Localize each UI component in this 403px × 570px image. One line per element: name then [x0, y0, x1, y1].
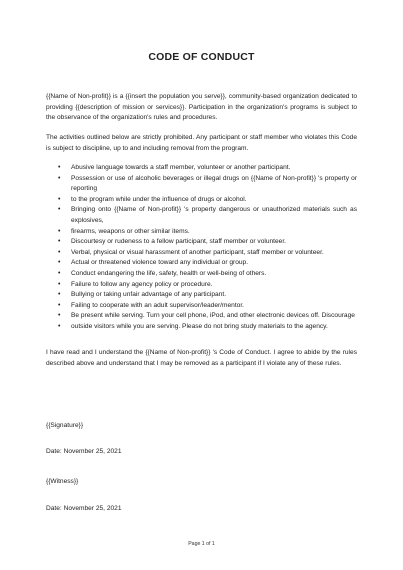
rule-item: • Verbal, physical or visual harassment of another participant, staff member or volunteer. — [46, 248, 357, 259]
rule-item: • Possession or use of alcoholic beverages or illegal drugs on {{Name of Non-profit}} 's property or reporting — [46, 174, 357, 195]
rule-item: • Failure to follow any agency policy or procedure. — [46, 280, 357, 291]
rule-item: • Bullying or taking unfair advantage of any participant. — [46, 290, 357, 301]
rules-list — [46, 163, 357, 333]
intro-paragraph: {{Name of Non-profit}} is a {{insert the population you serve}}, community-based organization dedicated to providing {{description of mission or services}}. Participation in the organization's programs is subject to the observance of the organization's rules and procedures. — [46, 93, 357, 122]
rule-item: • Failing to cooperate with an adult supervisor/leader/mentor. — [46, 301, 357, 312]
prohibited-intro-paragraph: The activities outlined below are strictly prohibited. Any participant or staff member who violates this Code is subject to discipline, up to and including removal from the program. — [46, 134, 357, 152]
witness-placeholder: {{Witness}} — [46, 478, 79, 485]
rule-item: • Be present while serving. Turn your cell phone, iPod, and other electronic devices off. Discourage — [46, 311, 357, 322]
acknowledgement-paragraph: I have read and I understand the {{Name of Non-profit}} 's Code of Conduct. I agree to abide by the rules described above and understand that I may be removed as a participant if I violate any of these rules. — [46, 349, 357, 367]
rule-item: • Discourtesy or rudeness to a fellow participant, staff member or volunteer. — [46, 237, 357, 248]
page-number: Page 1 of 1 — [188, 541, 215, 547]
rule-item: • Bringing onto {{Name of Non-profit}} 's property dangerous or unauthorized materials such as explosives, — [46, 205, 357, 226]
rule-item: • Conduct endangering the life, safety, health or well-being of others. — [46, 269, 357, 280]
witness-date: Date: November 25, 2021 — [46, 505, 122, 512]
rule-item: • firearms, weapons or other similar items. — [46, 227, 357, 238]
rule-item: • Abusive language towards a staff member, volunteer or another participant. — [46, 163, 357, 174]
rule-item: • to the program while under the influence of drugs or alcohol. — [46, 195, 357, 206]
signature-placeholder: {{Signature}} — [46, 422, 84, 429]
rule-item: • outside visitors while you are serving. Please do not bring study materials to the agency. — [46, 322, 357, 333]
document-title: CODE OF CONDUCT — [148, 51, 255, 63]
signature-date: Date: November 25, 2021 — [46, 448, 122, 455]
rule-item: • Actual or threatened violence toward any individual or group. — [46, 258, 357, 269]
